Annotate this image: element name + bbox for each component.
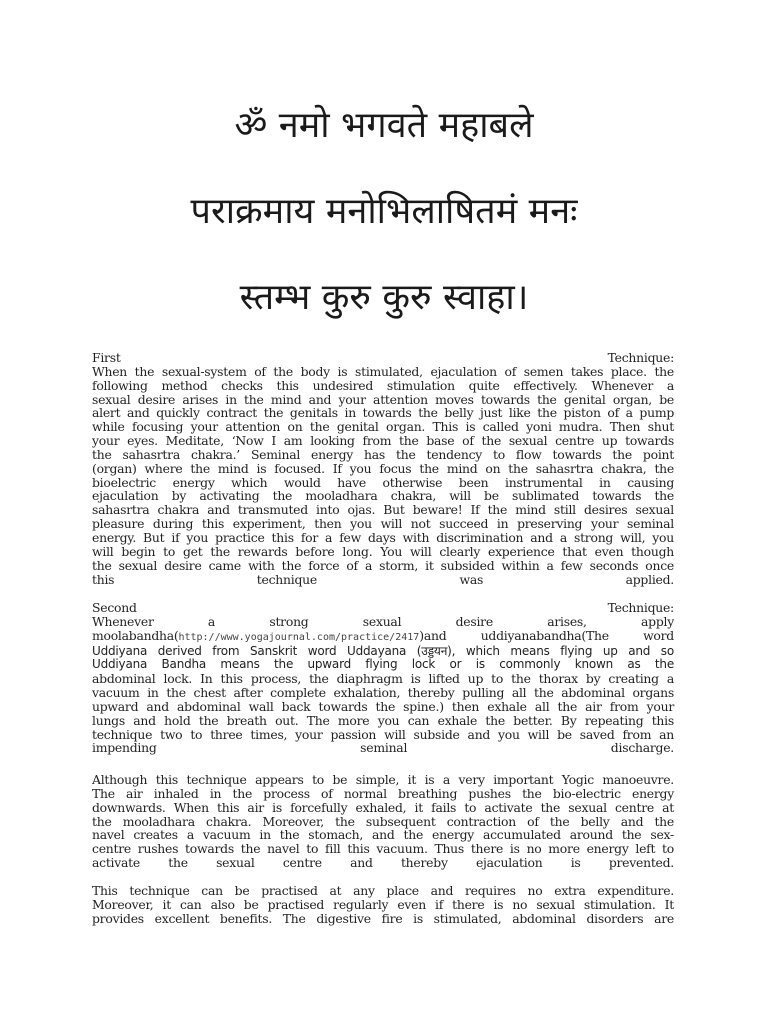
text-line: Uddiyana Bandha means the upward flying lock or is commonly known as the — [92, 657, 674, 672]
paragraph-first-technique — [92, 351, 674, 586]
text-line: This technique can be practised at any place and requires no extra expenditure. — [92, 883, 674, 898]
text-line: following method checks this undesired stimulation quite effectively. Whenever a — [92, 377, 674, 393]
text-line: alert and quickly contract the genitals in towards the belly just like the piston of a pump — [92, 405, 674, 421]
text-line: this technique was applied. — [92, 571, 674, 587]
text-line: lungs and hold the breath out. The more you can exhale the better. By repeating this — [92, 712, 674, 728]
text-line: energy. But if you practice this for a few days with discrimination and a strong will, you — [92, 529, 674, 545]
paragraph-benefits — [92, 884, 674, 926]
text-line: When the sexual-system of the body is stimulated, ejaculation of semen takes place. the — [92, 363, 674, 379]
text-line: Whenever a strong sexual desire arises, apply — [92, 613, 674, 629]
text-line: centre rushes towards the navel to fill this vacuum. Thus there is no more energy left to — [92, 841, 674, 857]
text-line: activate the sexual centre and thereby ejaculation is prevented. — [92, 855, 674, 871]
text-line: sexual desire arises in the mind and your attention moves towards the genital organ, be — [92, 391, 674, 407]
text-line: Moreover, it can also be practised regularly even if there is no sexual stimulation. It — [92, 896, 674, 912]
text-line — [92, 645, 674, 659]
mantra-line-1: ॐ नमो भगवते महाबले — [234, 105, 534, 146]
text-line: impending seminal discharge. — [92, 740, 674, 756]
text-run: moolabandha( — [92, 627, 179, 643]
text-line: provides excellent benefits. The digestive fire is stimulated, abdominal disorders are — [92, 910, 674, 926]
text-line: navel creates a vacuum in the stomach, and the energy accumulated around the sex- — [92, 827, 674, 843]
text-line: technique two to three times, your passion will subside and you will be saved from an — [92, 726, 674, 742]
text-line: will begin to get the rewards before long. You will clearly experience that even though — [92, 543, 674, 559]
mantra-line-2: पराक्रमाय मनोभिलाषितमं मनः — [190, 191, 578, 232]
text-line: downwards. When this air is forcefully exhaled, it fails to activate the sexual centre at — [92, 799, 674, 815]
text-line — [92, 629, 674, 645]
text-line: vacuum in the chest after complete exhalation, thereby pulling all the abdominal organs — [92, 685, 674, 701]
text-run: ), which means flying up and so — [447, 643, 674, 658]
text-line: while focusing your attention on the genital organ. This is called yoni mudra. Then shut — [92, 419, 674, 435]
mantra-line-3: स्तम्भ कुरु कुरु स्वाहा। — [239, 277, 529, 318]
text-line: Although this technique appears to be simple, it is a very important Yogic manoeuvre. — [92, 772, 674, 787]
text-run: )and uddiyanabandha(The word — [419, 627, 674, 643]
text-line: pleasure during this experiment, then you will not succeed in preserving your seminal — [92, 516, 674, 532]
text-line: The air inhaled in the process of normal breathing pushes the bio-electric energy — [92, 785, 674, 801]
text-line: sahasrtra chakra and transmuted into ojas. But beware! If the mind still desires sexual — [92, 502, 674, 518]
paragraph-second-technique — [92, 601, 674, 755]
text-line: abdominal lock. In this process, the diaphragm is lifted up to the thorax by creating a — [92, 671, 674, 687]
text-run: Uddiyana derived from Sanskrit word Uddayana ( — [92, 643, 422, 658]
text-line: upward and abdominal wall back towards the spine.) then exhale all the air from your — [92, 698, 674, 714]
text-line: the mooladhara chakra. Moreover, the subsequent contraction of the belly and the — [92, 813, 674, 829]
text-line: (organ) where the mind is focused. If you focus the mind on the sahasrtra chakra, the — [92, 460, 674, 476]
text-line: the sahasrtra chakra.’ Seminal energy has the tendency to flow towards the point — [92, 446, 674, 462]
yogajournal-link[interactable]: http://www.yogajournal.com/practice/2417 — [178, 631, 420, 643]
text-line: your eyes. Meditate, ‘Now I am looking from the base of the sexual centre up towards — [92, 433, 674, 449]
text-line: the sexual desire came with the force of a storm, it subsided within a few seconds once — [92, 557, 674, 573]
text-line: First Technique: — [92, 350, 674, 365]
paragraph-explanation — [92, 773, 674, 870]
text-line: ejaculation by activating the mooladhara chakra, will be sublimated towards the — [92, 488, 674, 504]
text-line: Second Technique: — [92, 600, 674, 615]
devanagari-word: उड्डयन — [421, 643, 448, 658]
text-line: bioelectric energy which would have otherwise been instrumental in causing — [92, 474, 674, 490]
